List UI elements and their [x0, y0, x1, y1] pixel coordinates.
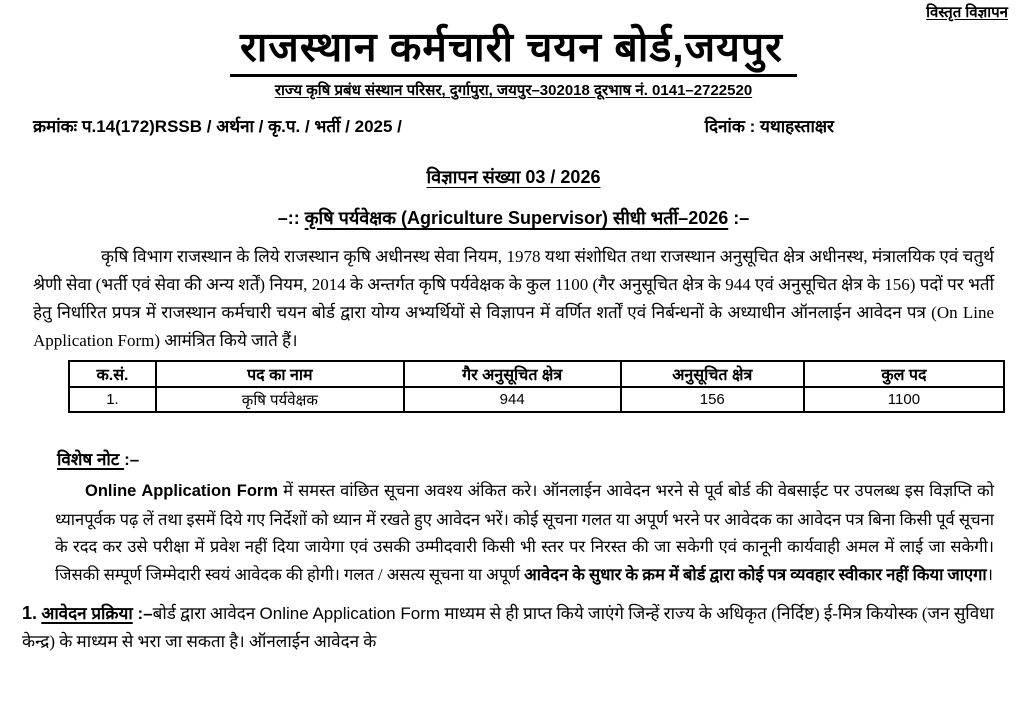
application-process-clipped-line: अधिकृत (निर्दिष्ट) ई-मित्र कियोस्क (जन सुविधा केन्द्र) के माध्यम से भरा जा सकता है। ऑनलाईन आवेदन के — [22, 604, 995, 652]
application-process-item — [22, 599, 994, 656]
subtitle-row — [33, 80, 994, 100]
recruitment-heading-title: कृषि पर्यवेक्षक (Agriculture Supervisor) सीधी भर्ती–2026 — [304, 208, 729, 229]
special-note-bold-warning: आवेदन के सुधार के क्रम में बोर्ड द्वारा कोई पत्र व्यवहार स्वीकार नहीं किया जाएगा — [524, 564, 987, 584]
vacancy-col-post-name: पद का नाम — [156, 361, 404, 387]
intro-text-1: कृषि विभाग राजस्थान के लिये राजस्थान कृषि अधीनस्थ सेवा नियम, 1978 यथा संशोधित तथा राजस्थान अनुसूचित क्षेत्र अधीनस्थ, मंत्रालयिक एवं चतुर्थ श्रेणी सेवा (भर्ती एवं सेवा की अन्य शर्तें) नियम, 2014 के अन्तर्गत कृषि पर्यवेक्षक के कुल 1100 (गैर अनुसूचित क्षेत्र के 944 एवं अनुसूचित क्षेत्र के 156) पदों पर भर्ती हेतु निर्धारित प्रपत्र में राजस्थान कर्मचारी चयन बोर्ड द्वारा योग्य अभ्यर्थियों से विज्ञापन में वर्णित शर्तों एवं निर्बन्धनों के अध्याधीन ऑनलाईन आवेदन पत्र — [33, 247, 994, 323]
vacancy-cell-scheduled-area: 156 — [621, 387, 804, 412]
application-process-text-1: बोर्ड द्वारा आवेदन — [152, 604, 260, 624]
special-note-paragraph — [55, 477, 994, 588]
vacancy-table — [68, 360, 1005, 413]
date-value: दिनांक : यथाहस्ताक्षर — [704, 117, 834, 137]
special-note-body: में समस्त वांछित सूचना अवश्य अंकित करे। ऑनलाईन आवेदन भरने से पूर्व बोर्ड की वेबसाईट पर उपलब्ध इस विज्ञप्ति को ध्यानपूर्वक पढ़ लें तथा इसमें दिये गए निर्देशों को ध्यान में रखते हुए आवेदन भरें। कोई सूचना गलत या अपूर्ण भरने पर आवेदक का आवेदन पत्र बिना किसी पूर्व सूचना के रदद कर उसे परीक्षा में प्रवेश नहीं दिया जायेगा एवं उसकी उम्मीदवारी किसी भी स्तर पर निरस्त की जा सकेगी एवं कानूनी कार्यवाही अमल में लाई जा सकेगी। जिसकी सम्पूर्ण जिम्मेदारी स्वयं आवेदक की होगी। गलत / असत्य सूचना या अपूर्ण — [55, 481, 994, 584]
detailed-advertisement-link[interactable]: विस्तृत विज्ञापन — [926, 4, 1008, 21]
recruitment-heading-suffix: :– — [728, 208, 750, 229]
special-note-heading-colon: :– — [124, 450, 140, 470]
vacancy-col-serial: क.सं. — [69, 361, 156, 387]
special-note-end: । — [986, 564, 993, 584]
application-process-colon: :– — [132, 604, 153, 624]
application-process-text-2: माध्यम से ही प्राप्त किये जाएंगे जिन्हें राज्य के — [440, 604, 717, 624]
recruitment-heading — [33, 206, 994, 230]
intro-paragraph — [33, 243, 994, 355]
top-link-row — [33, 2, 1008, 22]
vacancy-cell-serial: 1. — [69, 387, 156, 412]
vacancy-cell-post-name: कृषि पर्यवेक्षक — [156, 387, 404, 412]
item-number: 1. — [22, 603, 38, 624]
notice-number-row — [33, 165, 994, 189]
special-note-heading — [57, 447, 994, 470]
vacancy-table-row — [69, 387, 1004, 412]
notice-number: विज्ञापन संख्या 03 / 2026 — [426, 167, 601, 188]
board-title: राजस्थान कर्मचारी चयन बोर्ड,जयपुर — [230, 26, 797, 77]
vacancy-cell-non-scheduled-area: 944 — [404, 387, 621, 412]
application-process-title: आवेदन प्रक्रिया — [41, 604, 133, 624]
board-address: राज्य कृषि प्रबंध संस्थान परिसर, दुर्गापुरा, जयपुर–302018 दूरभाष नं. 0141–2722520 — [274, 82, 753, 100]
reference-number: क्रमांकः प.14(172)RSSB / अर्थना / कृ.प. / भर्ती / 2025 / — [33, 117, 402, 137]
special-note-heading-text: विशेष नोट — [57, 450, 125, 470]
application-process-english: Online Application Form — [259, 604, 441, 624]
vacancy-col-non-scheduled-area: गैर अनुसूचित क्षेत्र — [404, 361, 621, 387]
vacancy-col-scheduled-area: अनुसूचित क्षेत्र — [621, 361, 804, 387]
recruitment-heading-prefix: –:: — [277, 208, 305, 229]
vacancy-table-header-row — [69, 361, 1004, 387]
vacancy-col-total-posts: कुल पद — [804, 361, 1004, 387]
reference-row — [33, 114, 994, 137]
title-row — [33, 26, 994, 77]
intro-english-phrase: (On Line Application Form) — [33, 303, 994, 351]
intro-text-2: आमंत्रित किये जाते हैं। — [160, 331, 298, 351]
special-note-english-lead: Online Application Form — [85, 482, 278, 501]
vacancy-cell-total-posts: 1100 — [804, 387, 1004, 412]
